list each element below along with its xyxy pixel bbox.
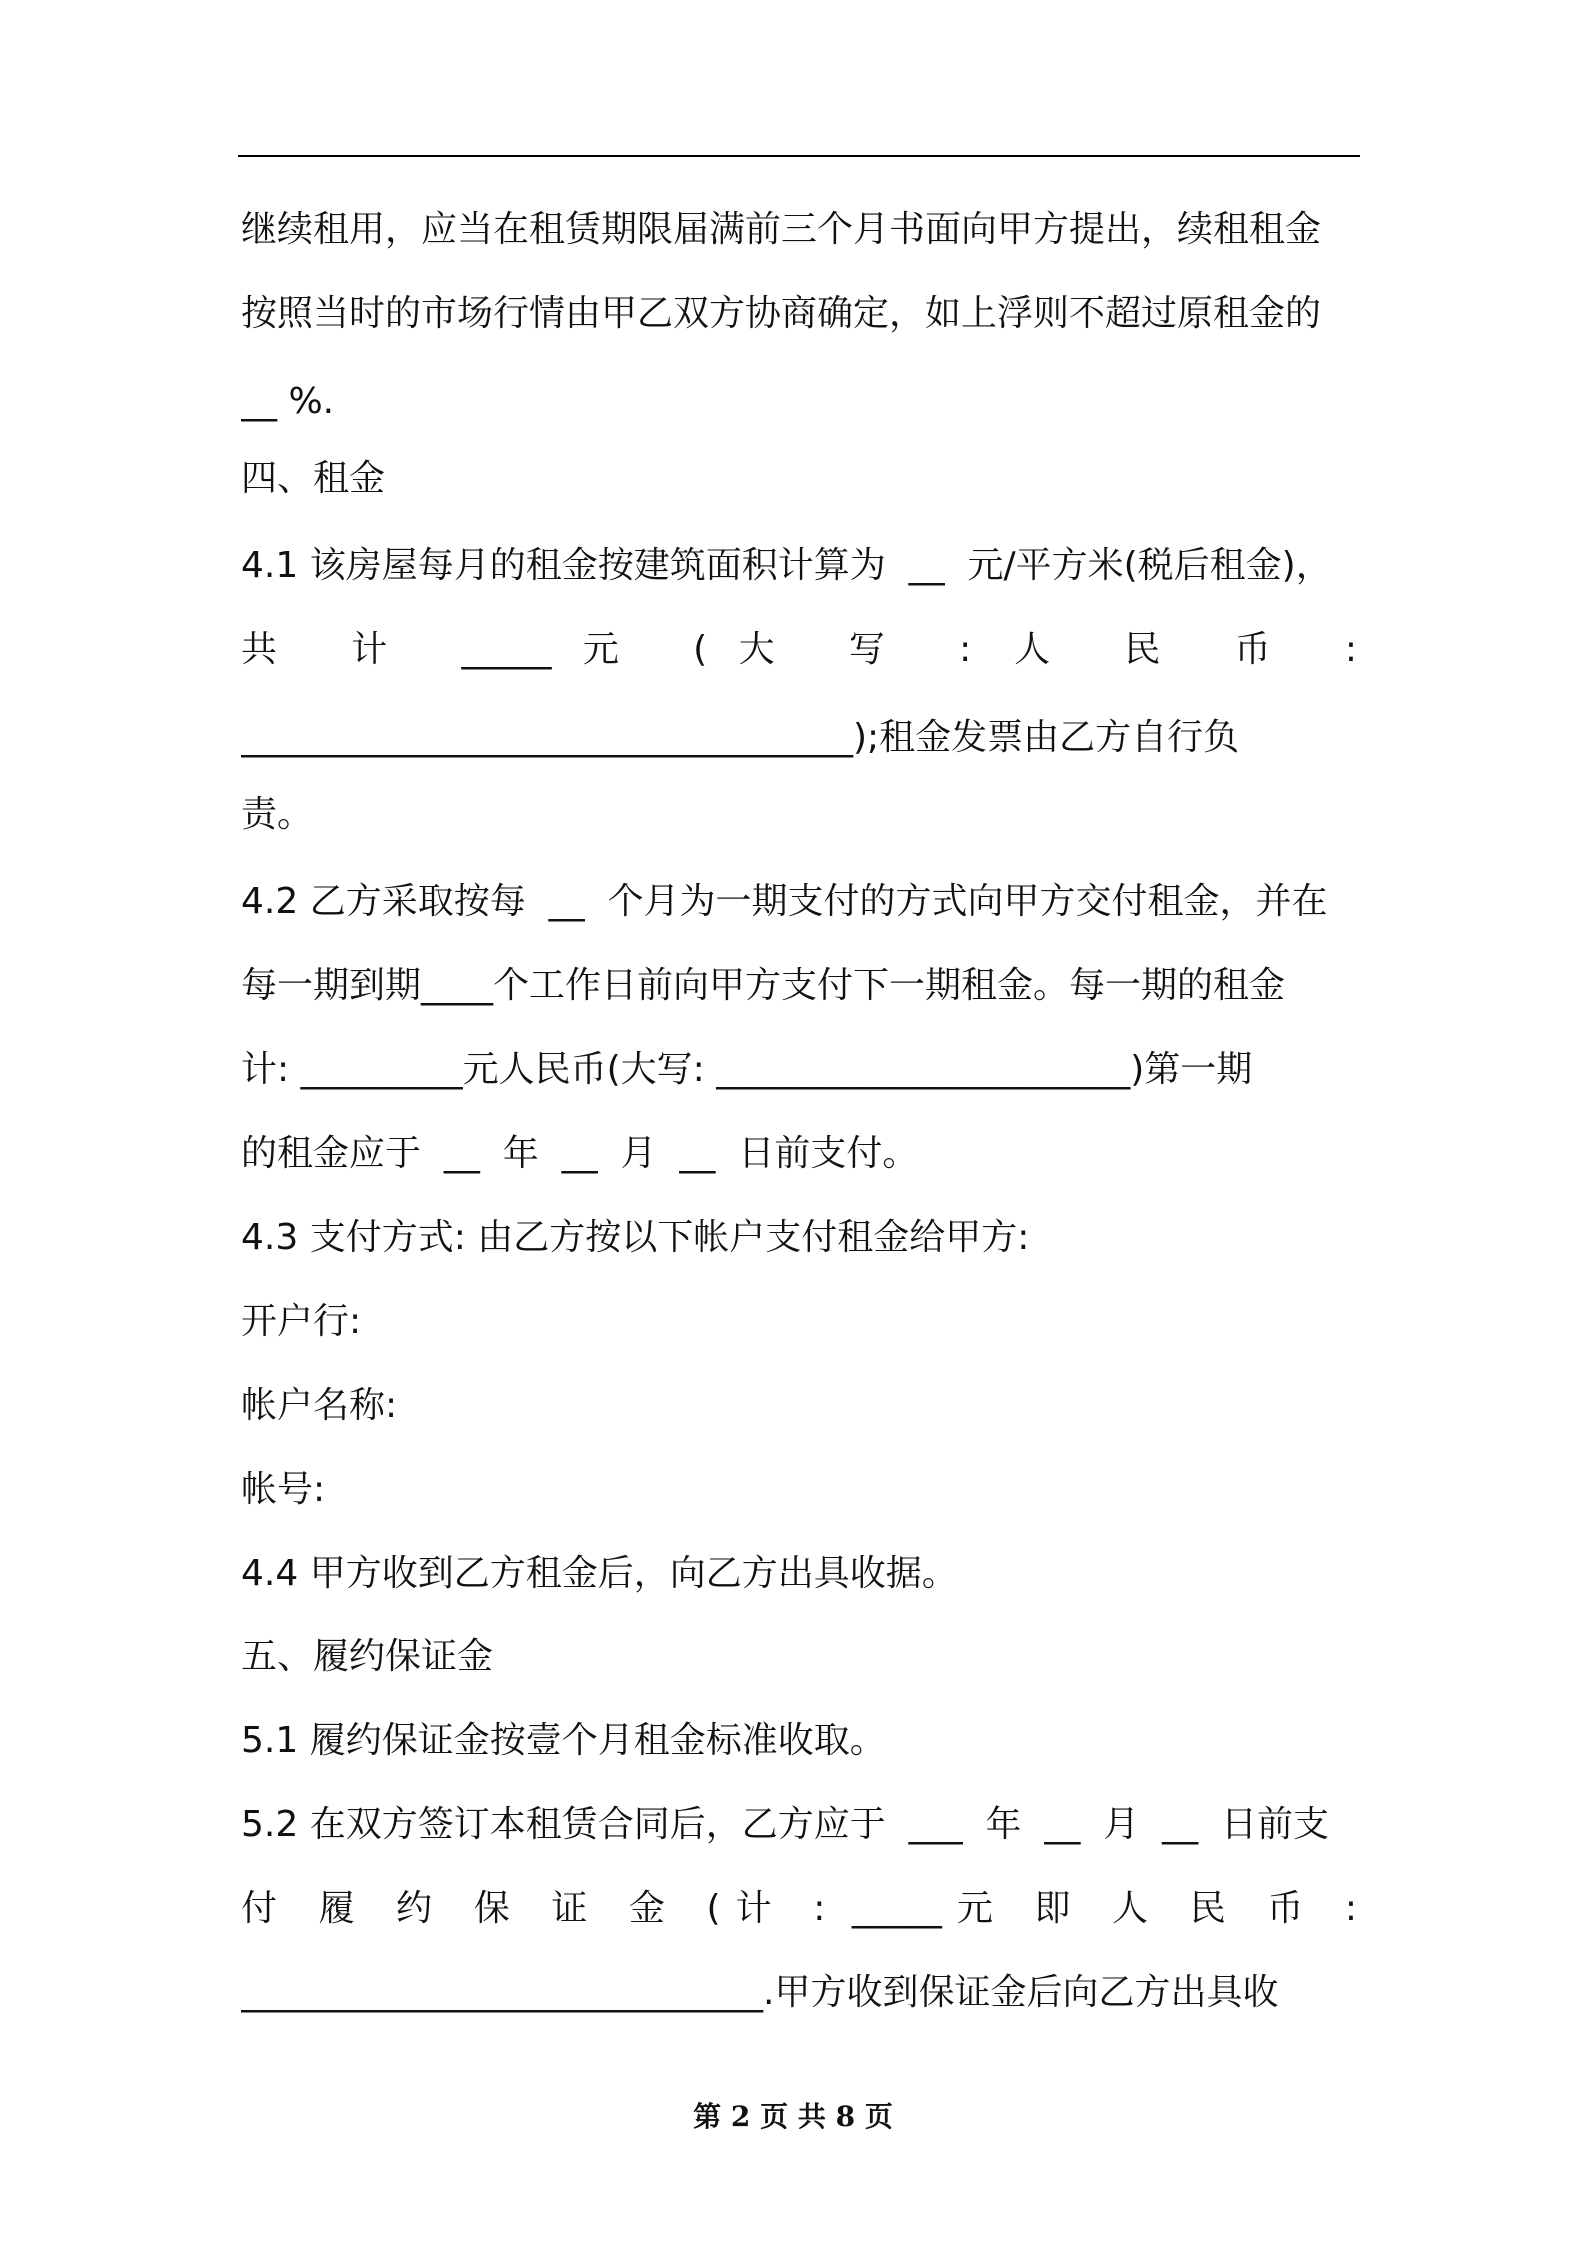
body-line-5: 4.1 该房屋每月的租金按建筑面积计算为 __ 元/平方米(税后租金)， (241, 545, 1332, 586)
page-number: 第 2 页 共 8 页 (693, 2100, 893, 2133)
body-line-10: 每一期到期____个工作日前向甲方支付下一期租金。每一期的租金 (241, 965, 1286, 1006)
section-heading-rent: 四、租金 (241, 458, 386, 499)
body-line-17: 4.4 甲方收到乙方租金后，向乙方出具收据。 (241, 1553, 958, 1594)
body-line-14: 开户行: (241, 1301, 362, 1342)
body-line-11: 计: _________元人民币(大写: _______________________)第一期 (241, 1049, 1253, 1090)
header-rule (238, 155, 1360, 157)
section-heading-deposit: 五、履约保证金 (241, 1636, 494, 1677)
body-line-6: 共 计 _____元 (大 写 : 人 民 币 : (241, 629, 1357, 670)
body-line-1: 继续租用，应当在租赁期限届满前三个月书面向甲方提出，续租租金 (241, 209, 1322, 250)
body-line-12: 的租金应于 __ 年 __ 月 __ 日前支付。 (241, 1133, 919, 1174)
body-line-7: __________________________________);租金发票由乙方自行负 (241, 717, 1240, 758)
body-line-21: 付 履 约 保 证 金 (计 : _____元 即 人 民 币 : (241, 1888, 1357, 1929)
body-line-19: 5.1 履约保证金按壹个月租金标准收取。 (241, 1720, 886, 1761)
body-line-20: 5.2 在双方签订本租赁合同后，乙方应于 ___ 年 __ 月 __ 日前支 (241, 1804, 1330, 1845)
body-line-13: 4.3 支付方式: 由乙方按以下帐户支付租金给甲方: (241, 1217, 1030, 1258)
body-line-8: 责。 (241, 794, 314, 835)
body-line-9: 4.2 乙方采取按每 __ 个月为一期支付的方式向甲方交付租金，并在 (241, 881, 1328, 922)
body-line-22: _____________________________.甲方收到保证金后向乙方出具收 (241, 1972, 1279, 2013)
body-line-2: 按照当时的市场行情由甲乙双方协商确定，如上浮则不超过原租金的 (241, 293, 1322, 334)
body-line-3: __ %. (241, 381, 335, 422)
body-line-15: 帐户名称: (241, 1385, 398, 1426)
body-line-16: 帐号: (241, 1469, 326, 1510)
